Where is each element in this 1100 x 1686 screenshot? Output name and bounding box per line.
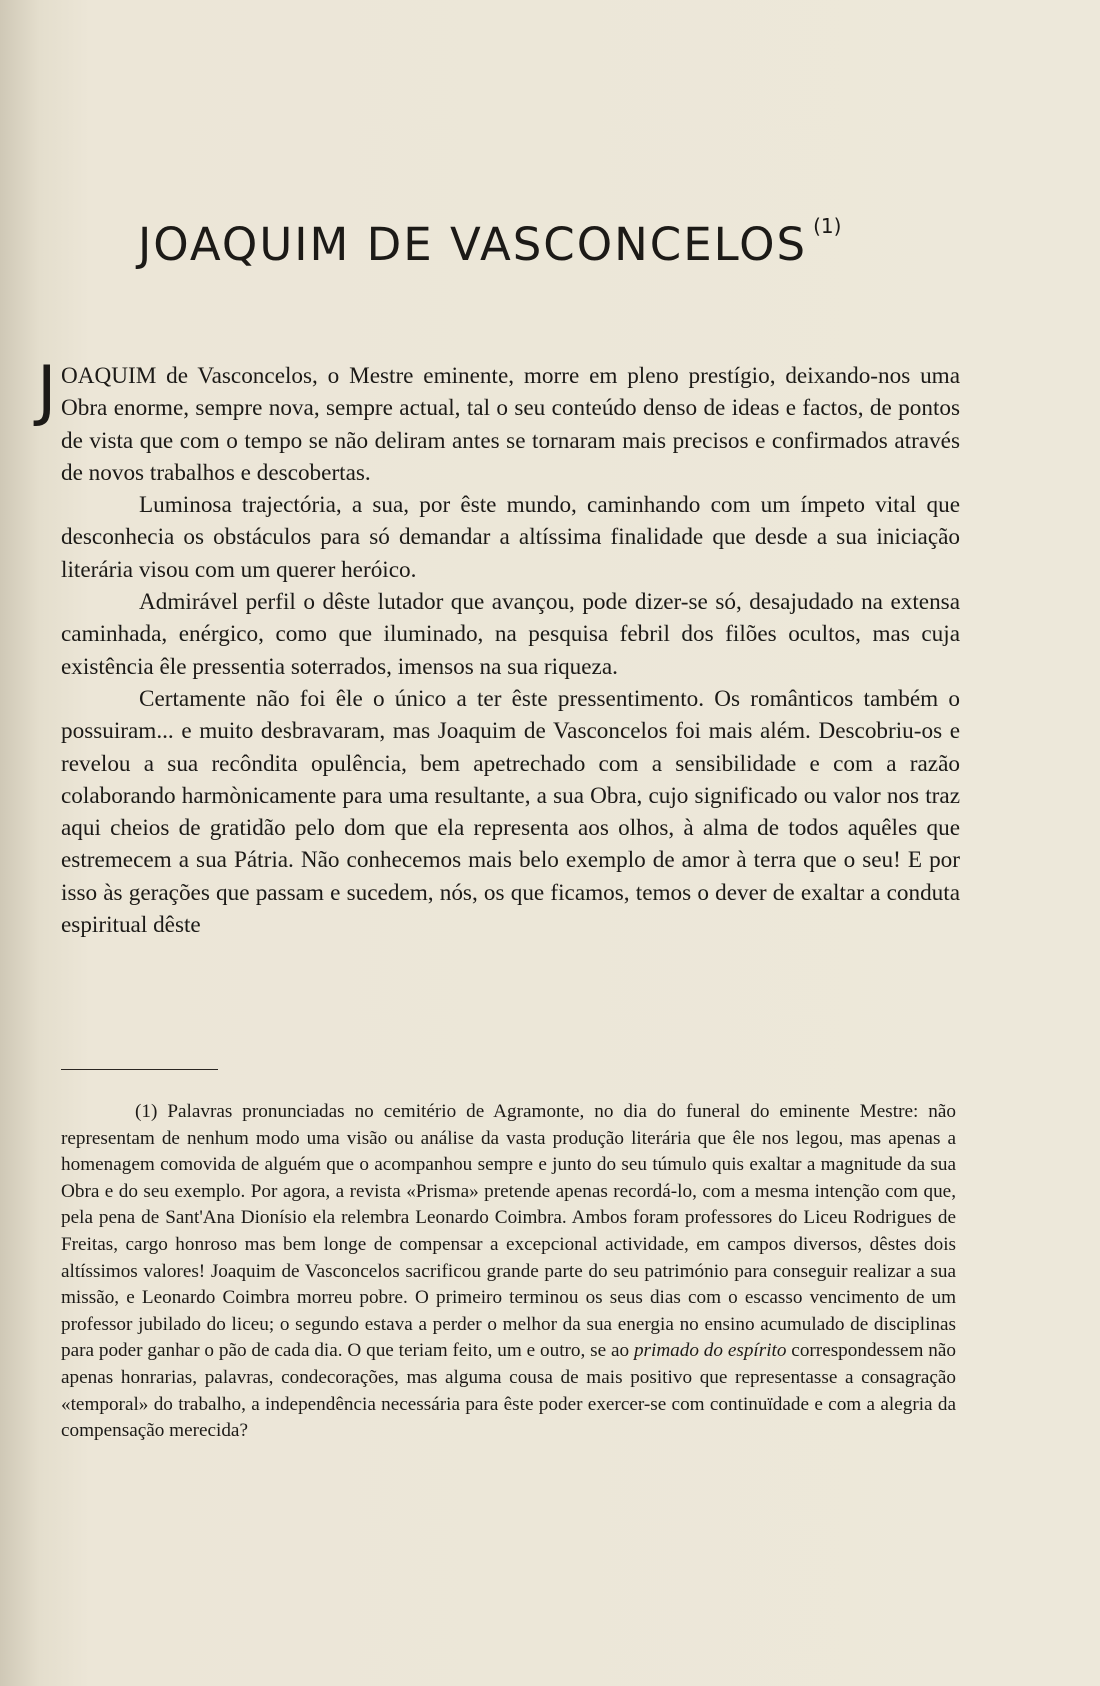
paragraph-1-text: OAQUIM de Vasconcelos, o Mestre eminente, morre em pleno prestígio, deixando-nos uma Obra enorme, sempre nova, sempre actual, tal o seu conteúdo denso de ideas e factos, de pontos de vista que com o tempo se não deliram antes se tornaram mais precisos e confirmados através de novos trabalhos e descobertas. (61, 363, 960, 486)
drop-cap: J (37, 352, 57, 429)
footnote-text-1: Palavras pronunciadas no cemitério de Agramonte, no dia do funeral do eminente Mestre: não representam de nenhum modo uma visão ou análise da vasta produção literária que êle nos legou, mas apenas a homenagem comovida de alguém que o acompanhou sempre e junto do seu túmulo quis exaltar a magnitude da sua Obra e do seu exemplo. Por agora, a revista «Prisma» pretende apenas recordá-lo, com a mesma intenção com que, pela pena de Sant'Ana Dionísio ela relembra Leonardo Coimbra. Ambos foram professores do Liceu Rodrigues de Freitas, cargo honroso mas bem longe de compensar a excepcional actividade, em campos diversos, dêstes dois altíssimos valores! Joaquim de Vasconcelos sacrificou grande parte do seu património para conseguir realizar a sua missão, e Leonardo Coimbra morreu pobre. O primeiro terminou os seus dias com o escasso vencimento de um professor jubilado do liceu; o segundo estava a perder o melhor da sua energia no ensino acumulado de disciplinas para poder ganhar o pão de cada dia. O que teriam feito, um e outro, se ao (61, 1101, 956, 1362)
paragraph-2: Luminosa trajectória, a sua, por êste mundo, caminhando com um ímpeto vital que desconhecia os obstáculos para só demandar a altíssima finalidade que desde a sua iniciação literária visou com um querer heróico. (61, 492, 960, 583)
footnote-separator (61, 1069, 218, 1070)
footnote-text-2: correspondessem não apenas honrarias, palavras, condecorações, mas alguma cousa de mais positivo que representasse a consagração «temporal» do trabalho, a independência necessária para êste poder exercer-se com continuïdade e com a alegria da compensação merecida? (61, 1340, 956, 1442)
footnote-paragraph (61, 1099, 956, 1445)
title-footnote-marker: (1) (813, 214, 842, 238)
article-title (138, 214, 842, 271)
footnote-italic-phrase: primado do espírito (633, 1340, 787, 1362)
article-body (37, 352, 960, 941)
paragraph-3: Admirável perfil o dêste lutador que avançou, pode dizer-se só, desajudado na extensa caminhada, enérgico, como que iluminado, na pesquisa febril dos filões ocultos, mas cuja existência êle pressentia soterrados, imensos na sua riqueza. (61, 589, 960, 680)
footnote (61, 1099, 956, 1445)
title-text: JOAQUIM DE VASCONCELOS (138, 218, 808, 271)
paragraph-1 (37, 352, 960, 489)
footnote-marker: (1) (135, 1101, 158, 1122)
paragraph-4: Certamente não foi êle o único a ter êste pressentimento. Os românticos também o possuiram... e muito desbravaram, mas Joaquim de Vasconcelos foi mais além. Descobriu-os e revelou a sua recôndita opulência, bem apetrechado com a sensibilidade e com a razão colaborando harmònicamente para uma resultante, a sua Obra, cujo significado ou valor nos traz aqui cheios de gratidão pelo dom que ela representa aos olhos, à alma de todos aquêles que estremecem a sua Pátria. Não conhecemos mais belo exemplo de amor à terra que o seu! E por isso às gerações que passam e sucedem, nós, os que ficamos, temos o dever de exaltar a conduta espiritual dêste (61, 685, 960, 939)
